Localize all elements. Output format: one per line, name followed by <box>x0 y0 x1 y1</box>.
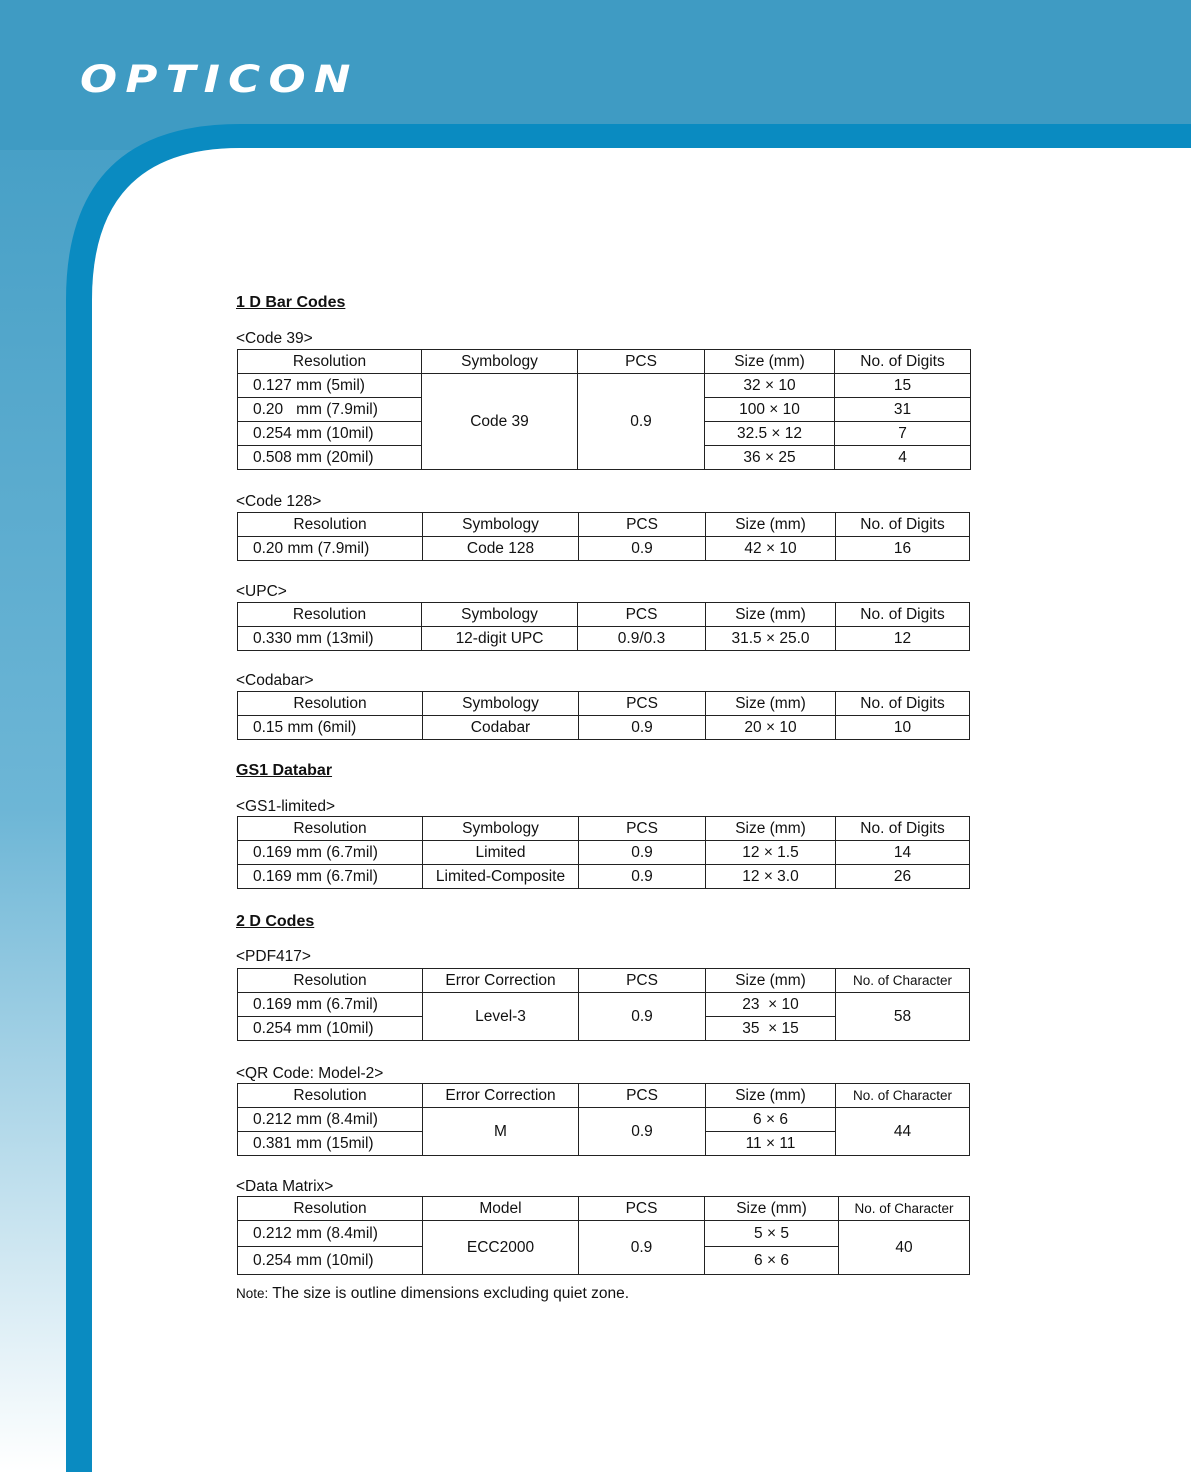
header-cell: No. of Character <box>836 1084 970 1108</box>
size-cell: 6 × 6 <box>705 1247 839 1275</box>
header-cell: Size (mm) <box>705 1197 839 1221</box>
pcs-cell: 0.9/0.3 <box>578 627 706 651</box>
pcs-cell: 0.9 <box>579 993 706 1041</box>
size-cell: 42 × 10 <box>706 537 836 561</box>
size-cell: 11 × 11 <box>706 1132 836 1156</box>
table-pdf417 <box>237 968 970 1041</box>
header-cell: Symbology <box>422 603 578 627</box>
digits-cell: 16 <box>836 537 970 561</box>
header-cell: PCS <box>578 603 706 627</box>
symbology-cell: Limited <box>423 841 579 865</box>
header-cell: No. of Digits <box>835 350 971 374</box>
characters-cell: 44 <box>836 1108 970 1156</box>
pcs-cell: 0.9 <box>579 841 706 865</box>
resolution-cell: 0.127 mm (5mil) <box>238 374 422 398</box>
table-code128 <box>237 512 970 561</box>
table-upc <box>237 602 970 651</box>
resolution-cell: 0.212 mm (8.4mil) <box>238 1221 423 1247</box>
caption-gs1-limited: <GS1-limited> <box>236 798 336 815</box>
caption-pdf417: <PDF417> <box>236 948 311 965</box>
size-cell: 12 × 1.5 <box>706 841 836 865</box>
header-cell: Model <box>423 1197 579 1221</box>
opticon-logo: OPTICON <box>80 58 359 101</box>
pcs-cell: 0.9 <box>579 1108 706 1156</box>
header-cell: Symbology <box>422 350 578 374</box>
size-cell: 6 × 6 <box>706 1108 836 1132</box>
digits-cell: 7 <box>835 422 971 446</box>
resolution-cell: 0.169 mm (6.7mil) <box>238 993 423 1017</box>
header-cell: Size (mm) <box>706 969 836 993</box>
table-row <box>238 993 970 1017</box>
header-cell: Resolution <box>238 603 422 627</box>
header-cell: Symbology <box>423 692 579 716</box>
resolution-cell: 0.254 mm (10mil) <box>238 1247 423 1275</box>
table-row <box>238 1221 970 1247</box>
footnote-label: Note: <box>236 1286 269 1301</box>
table-header-row <box>238 692 970 716</box>
table-header-row <box>238 603 970 627</box>
resolution-cell: 0.15 mm (6mil) <box>238 716 423 740</box>
digits-cell: 26 <box>836 865 970 889</box>
table-header-row <box>238 350 971 374</box>
header-cell: Size (mm) <box>706 513 836 537</box>
size-cell: 5 × 5 <box>705 1221 839 1247</box>
header-cell: Size (mm) <box>706 603 836 627</box>
size-cell: 12 × 3.0 <box>706 865 836 889</box>
size-cell: 20 × 10 <box>706 716 836 740</box>
characters-cell: 58 <box>836 993 970 1041</box>
header-cell: No. of Digits <box>836 603 970 627</box>
size-cell: 32.5 × 12 <box>705 422 835 446</box>
section-title-2d: 2 D Codes <box>236 913 315 930</box>
header-cell: Size (mm) <box>706 1084 836 1108</box>
digits-cell: 14 <box>836 841 970 865</box>
header-cell: No. of Digits <box>836 513 970 537</box>
resolution-cell: 0.508 mm (20mil) <box>238 446 422 470</box>
pcs-cell: 0.9 <box>579 716 706 740</box>
section-title-gs1: GS1 Databar <box>236 762 333 779</box>
table-header-row <box>238 1084 970 1108</box>
header-cell: PCS <box>579 1197 705 1221</box>
table-header-row <box>238 969 970 993</box>
header-cell: Resolution <box>238 692 423 716</box>
table-row <box>238 865 970 889</box>
resolution-cell: 0.254 mm (10mil) <box>238 1017 423 1041</box>
digits-cell: 15 <box>835 374 971 398</box>
header-cell: Resolution <box>238 350 422 374</box>
header-cell: Symbology <box>423 817 579 841</box>
size-cell: 31.5 × 25.0 <box>706 627 836 651</box>
error-correction-cell: M <box>423 1108 579 1156</box>
size-cell: 35 × 15 <box>706 1017 836 1041</box>
header-cell: Size (mm) <box>705 350 835 374</box>
pcs-cell: 0.9 <box>579 1221 705 1275</box>
digits-cell: 4 <box>835 446 971 470</box>
header-cell: Resolution <box>238 513 423 537</box>
size-cell: 23 × 10 <box>706 993 836 1017</box>
size-cell: 32 × 10 <box>705 374 835 398</box>
resolution-cell: 0.20 mm (7.9mil) <box>238 398 422 422</box>
resolution-cell: 0.381 mm (15mil) <box>238 1132 423 1156</box>
table-row <box>238 841 970 865</box>
resolution-cell: 0.212 mm (8.4mil) <box>238 1108 423 1132</box>
table-header-row <box>238 513 970 537</box>
resolution-cell: 0.20 mm (7.9mil) <box>238 537 423 561</box>
table-data-matrix <box>237 1196 970 1275</box>
caption-codabar: <Codabar> <box>236 672 314 689</box>
caption-data-matrix: <Data Matrix> <box>236 1178 334 1195</box>
pcs-cell: 0.9 <box>579 537 706 561</box>
resolution-cell: 0.330 mm (13mil) <box>238 627 422 651</box>
header-cell: No. of Digits <box>836 692 970 716</box>
table-codabar <box>237 691 970 740</box>
header-cell: PCS <box>579 817 706 841</box>
section-title-1d: 1 D Bar Codes <box>236 294 346 311</box>
header-cell: Size (mm) <box>706 692 836 716</box>
table-row <box>238 374 971 398</box>
symbology-cell: Limited-Composite <box>423 865 579 889</box>
table-qr <box>237 1083 970 1156</box>
header-cell: Resolution <box>238 817 423 841</box>
digits-cell: 31 <box>835 398 971 422</box>
header-cell: Resolution <box>238 969 423 993</box>
digits-cell: 12 <box>836 627 970 651</box>
resolution-cell: 0.254 mm (10mil) <box>238 422 422 446</box>
symbology-cell: Codabar <box>423 716 579 740</box>
pcs-cell: 0.9 <box>578 374 705 470</box>
table-row <box>238 716 970 740</box>
header-cell: No. of Digits <box>836 817 970 841</box>
digits-cell: 10 <box>836 716 970 740</box>
header-cell: PCS <box>579 969 706 993</box>
header-cell: Error Correction <box>423 1084 579 1108</box>
symbology-cell: 12-digit UPC <box>422 627 578 651</box>
caption-code128: <Code 128> <box>236 493 322 510</box>
header-cell: No. of Character <box>839 1197 970 1221</box>
header-cell: No. of Character <box>836 969 970 993</box>
caption-upc: <UPC> <box>236 583 287 600</box>
table-header-row <box>238 817 970 841</box>
footnote-text: The size is outline dimensions excluding quiet zone. <box>268 1285 630 1302</box>
table-code39 <box>237 349 971 470</box>
header-cell: Size (mm) <box>706 817 836 841</box>
table-row <box>238 627 970 651</box>
symbology-cell: Code 128 <box>423 537 579 561</box>
header-cell: Symbology <box>423 513 579 537</box>
table-row <box>238 1108 970 1132</box>
header-cell: PCS <box>579 513 706 537</box>
symbology-cell: Code 39 <box>422 374 578 470</box>
table-gs1-limited <box>237 816 970 889</box>
size-cell: 36 × 25 <box>705 446 835 470</box>
table-header-row <box>238 1197 970 1221</box>
resolution-cell: 0.169 mm (6.7mil) <box>238 865 423 889</box>
header-cell: PCS <box>578 350 705 374</box>
size-cell: 100 × 10 <box>705 398 835 422</box>
pcs-cell: 0.9 <box>579 865 706 889</box>
header-cell: PCS <box>579 1084 706 1108</box>
header-cell: Error Correction <box>423 969 579 993</box>
caption-qr: <QR Code: Model-2> <box>236 1065 384 1082</box>
error-correction-cell: Level-3 <box>423 993 579 1041</box>
footnote <box>236 1285 629 1303</box>
header-cell: Resolution <box>238 1197 423 1221</box>
caption-code39: <Code 39> <box>236 330 313 347</box>
model-cell: ECC2000 <box>423 1221 579 1275</box>
header-cell: Resolution <box>238 1084 423 1108</box>
characters-cell: 40 <box>839 1221 970 1275</box>
header-cell: PCS <box>579 692 706 716</box>
table-row <box>238 537 970 561</box>
resolution-cell: 0.169 mm (6.7mil) <box>238 841 423 865</box>
